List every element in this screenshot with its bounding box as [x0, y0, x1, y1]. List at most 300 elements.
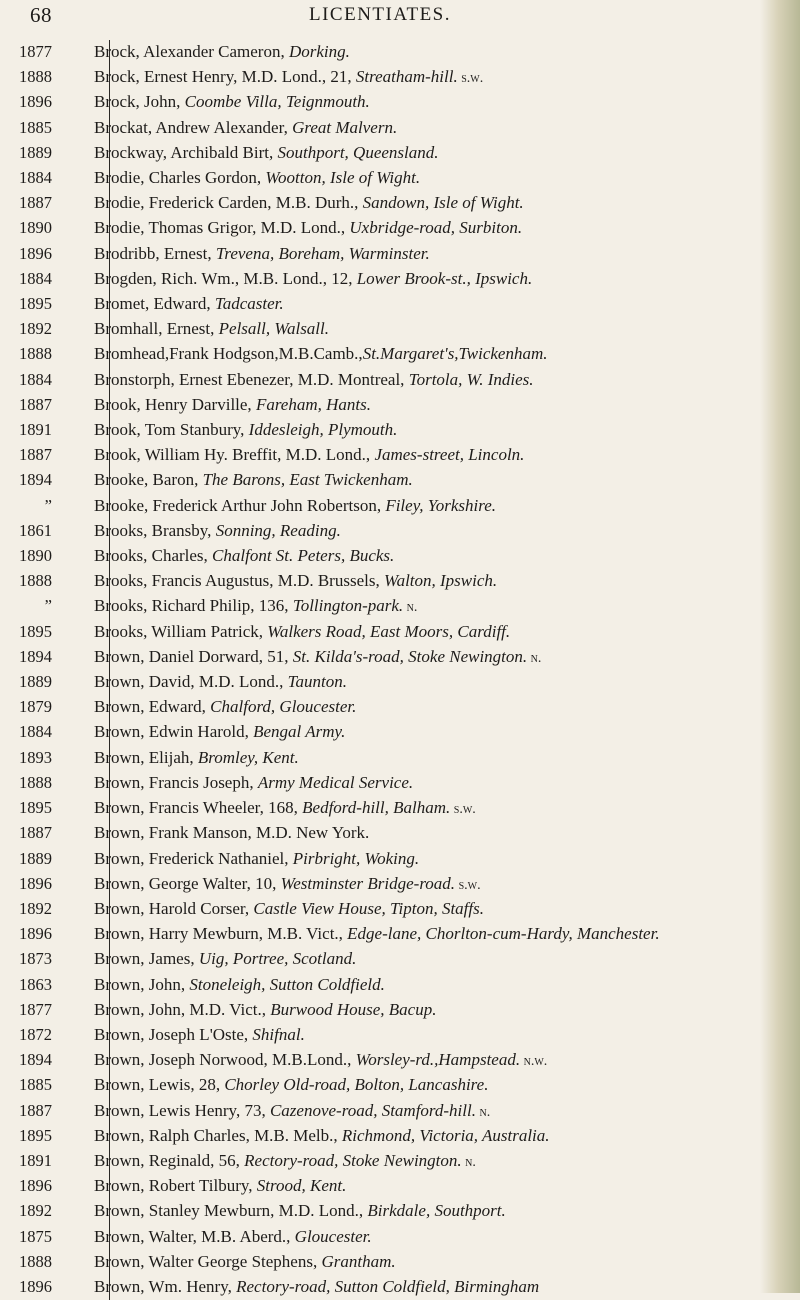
- entry-text: [82, 1174, 780, 1199]
- entry-year: 1894: [19, 470, 52, 490]
- list-item: [0, 65, 780, 90]
- entry-year: 1884: [19, 369, 52, 389]
- entry-text: [82, 393, 780, 418]
- list-item: [0, 317, 780, 342]
- entry-text: [82, 216, 780, 241]
- entry-address: Streatham-hill.: [355, 67, 458, 87]
- column-rule: [109, 594, 110, 619]
- entry-address: St.Margaret's,Twickenham.: [362, 344, 548, 364]
- entry-name: Brown, Walter George Stephens,: [94, 1251, 322, 1271]
- list-item: [0, 594, 780, 619]
- column-rule: [109, 1073, 110, 1098]
- column-rule: [109, 191, 110, 216]
- entry-address: Grantham.: [321, 1251, 396, 1271]
- list-item: [0, 1149, 780, 1174]
- entry-name: Brodie, Thomas Grigor, M.D. Lond.,: [94, 218, 350, 238]
- entry-year: 1891: [19, 420, 52, 440]
- entry-name: Bromhall, Ernest,: [94, 319, 219, 339]
- entry-name: Brown, Frank Manson, M.D. New York.: [94, 823, 370, 843]
- entry-year: 1885: [19, 1075, 52, 1095]
- entry-year: ”: [44, 596, 52, 616]
- column-rule: [109, 695, 110, 720]
- entry-district: n.: [461, 1154, 476, 1170]
- entry-year: 1873: [19, 949, 52, 969]
- column-rule: [109, 569, 110, 594]
- entry-name: Brock, Ernest Henry, M.D. Lond., 21,: [94, 67, 356, 87]
- entry-year: 1888: [19, 67, 52, 87]
- entry-address: Tortola, W. Indies.: [408, 369, 534, 389]
- entry-district: n.: [527, 650, 542, 666]
- entry-text: [82, 1048, 780, 1073]
- entry-year: 1892: [19, 898, 52, 918]
- entry-year: 1890: [19, 546, 52, 566]
- entry-text: [82, 746, 780, 771]
- entry-year: 1884: [19, 168, 52, 188]
- entry-text: [82, 872, 780, 897]
- entry-year: 1887: [19, 394, 52, 414]
- entry-address: Iddesleigh, Plymouth.: [248, 420, 398, 440]
- list-item: [0, 342, 780, 367]
- entry-name: Brooks, Richard Philip, 136,: [94, 596, 293, 616]
- entry-text: [82, 242, 780, 267]
- entry-name: Bronstorph, Ernest Ebenezer, M.D. Montreal,: [94, 369, 409, 389]
- entry-name: Brodie, Charles Gordon,: [94, 168, 266, 188]
- list-item: [0, 141, 780, 166]
- column-rule: [109, 947, 110, 972]
- entry-year: 1875: [19, 1226, 52, 1246]
- list-item: [0, 443, 780, 468]
- entry-text: [82, 847, 780, 872]
- list-item: [0, 393, 780, 418]
- entry-address: Richmond, Victoria, Australia.: [341, 1125, 550, 1145]
- entry-year: 1896: [19, 92, 52, 112]
- entry-text: [82, 1149, 780, 1174]
- entry-year: 1896: [19, 1176, 52, 1196]
- list-item: [0, 1225, 780, 1250]
- column-rule: [109, 494, 110, 519]
- entry-name: Brown, Lewis Henry, 73,: [94, 1100, 270, 1120]
- entry-text: [82, 116, 780, 141]
- entry-year: 1887: [19, 1100, 52, 1120]
- list-item: [0, 242, 780, 267]
- column-rule: [109, 897, 110, 922]
- entry-district: n.: [475, 1104, 491, 1120]
- column-rule: [109, 998, 110, 1023]
- entry-district: s.w.: [450, 802, 476, 818]
- entry-text: [82, 947, 780, 972]
- entry-year: 1887: [19, 193, 52, 213]
- entry-text: [82, 1073, 780, 1098]
- list-item: [0, 569, 780, 594]
- list-item: [0, 620, 780, 645]
- column-rule: [109, 90, 110, 115]
- list-item: [0, 90, 780, 115]
- entry-address: Uig, Portree, Scotland.: [198, 949, 357, 969]
- entry-address: Walkers Road, East Moors, Cardiff.: [267, 621, 511, 641]
- entry-text: [82, 1250, 780, 1275]
- column-rule: [109, 216, 110, 241]
- entry-address: Pelsall, Walsall.: [218, 319, 330, 339]
- list-item: [0, 821, 780, 846]
- entry-text: [82, 821, 780, 846]
- page-number: 68: [30, 3, 52, 27]
- list-item: [0, 998, 780, 1023]
- entry-year: 1879: [19, 697, 52, 717]
- entry-text: [82, 544, 780, 569]
- entry-name: Brown, James,: [94, 949, 199, 969]
- entry-address: Wootton, Isle of Wight.: [265, 168, 421, 188]
- entry-name: Brown, Francis Wheeler, 168,: [94, 798, 303, 818]
- entry-address: Westminster Bridge-road.: [280, 873, 456, 893]
- list-item: [0, 40, 780, 65]
- entry-year: 1896: [19, 924, 52, 944]
- entry-district: s.w.: [457, 71, 484, 87]
- entry-address: Southport, Queensland.: [277, 142, 439, 162]
- column-rule: [109, 620, 110, 645]
- entry-address: Chalfont St. Peters, Bucks.: [212, 546, 395, 566]
- entry-text: [82, 292, 780, 317]
- entry-text: [82, 594, 780, 619]
- entry-name: Brook, William Hy. Breffit, M.D. Lond.,: [94, 445, 375, 465]
- list-item: [0, 116, 780, 141]
- entry-year: 1889: [19, 672, 52, 692]
- list-item: [0, 1124, 780, 1149]
- entry-year: 1896: [19, 873, 52, 893]
- entry-name: Brown, Frederick Nathaniel,: [94, 848, 293, 868]
- entry-text: [82, 267, 780, 292]
- entry-name: Brown, Ralph Charles, M.B. Melb.,: [94, 1125, 342, 1145]
- entry-name: Brodie, Frederick Carden, M.B. Durh.,: [94, 193, 363, 213]
- entry-year: 1892: [19, 1201, 52, 1221]
- column-rule: [109, 166, 110, 191]
- entry-address: Strood, Kent.: [256, 1176, 347, 1196]
- entry-address: Taunton.: [287, 672, 347, 692]
- entry-name: Brown, John,: [94, 974, 190, 994]
- entry-address: Army Medical Service.: [257, 772, 414, 792]
- entry-year: 1895: [19, 621, 52, 641]
- list-item: [0, 872, 780, 897]
- licentiate-list: [0, 40, 780, 1300]
- entry-text: [82, 40, 780, 65]
- entry-year: 1888: [19, 1251, 52, 1271]
- list-item: [0, 847, 780, 872]
- entry-address: Lower Brook-st., Ipswich.: [356, 268, 533, 288]
- list-item: [0, 796, 780, 821]
- entry-name: Brown, Francis Joseph,: [94, 772, 258, 792]
- entry-text: [82, 670, 780, 695]
- entry-year: 1889: [19, 848, 52, 868]
- entry-year: ”: [44, 495, 52, 515]
- list-item: [0, 267, 780, 292]
- entry-name: Brown, Stanley Mewburn, M.D. Lond.,: [94, 1201, 368, 1221]
- entry-text: [82, 620, 780, 645]
- entry-address: Filey, Yorkshire.: [385, 495, 496, 515]
- entry-text: [82, 973, 780, 998]
- entry-year: 1877: [19, 42, 52, 61]
- entry-year: 1888: [19, 344, 52, 364]
- entry-year: 1887: [19, 445, 52, 465]
- entry-year: 1861: [19, 520, 52, 540]
- list-item: [0, 746, 780, 771]
- entry-name: Bromhead,Frank Hodgson,M.B.Camb.,: [94, 344, 363, 364]
- list-item: [0, 1023, 780, 1048]
- column-rule: [109, 468, 110, 493]
- column-rule: [109, 116, 110, 141]
- entry-address: Castle View House, Tipton, Staffs.: [253, 898, 484, 918]
- column-rule: [109, 393, 110, 418]
- entry-text: [82, 796, 780, 821]
- entry-name: Brockway, Archibald Birt,: [94, 142, 278, 162]
- entry-address: Tadcaster.: [214, 294, 284, 314]
- entry-name: Brown, David, M.D. Lond.,: [94, 672, 288, 692]
- list-item: [0, 1199, 780, 1224]
- entry-year: 1889: [19, 142, 52, 162]
- entry-name: Brockat, Andrew Alexander,: [94, 117, 293, 137]
- list-item: [0, 1073, 780, 1098]
- list-item: [0, 519, 780, 544]
- entry-name: Brown, Wm. Henry,: [94, 1276, 237, 1296]
- entry-text: [82, 166, 780, 191]
- entry-text: [82, 519, 780, 544]
- column-rule: [109, 771, 110, 796]
- list-item: [0, 494, 780, 519]
- list-item: [0, 1174, 780, 1199]
- entry-name: Brock, John,: [94, 92, 185, 112]
- entry-year: 1896: [19, 243, 52, 263]
- entry-address: Dorking.: [288, 42, 350, 61]
- list-item: [0, 368, 780, 393]
- entry-district: n.: [403, 600, 418, 616]
- column-rule: [109, 519, 110, 544]
- entry-year: 1877: [19, 999, 52, 1019]
- entry-text: [82, 1275, 780, 1300]
- entry-year: 1863: [19, 974, 52, 994]
- entry-year: 1884: [19, 722, 52, 742]
- list-item: [0, 418, 780, 443]
- entry-address: Rectory-road, Sutton Coldfield, Birmingham: [236, 1276, 540, 1296]
- entry-name: Brooke, Frederick Arthur John Robertson,: [94, 495, 386, 515]
- entry-name: Brock, Alexander Cameron,: [94, 42, 289, 61]
- entry-year: 1890: [19, 218, 52, 238]
- entry-year: 1884: [19, 268, 52, 288]
- column-rule: [109, 645, 110, 670]
- entry-text: [82, 1199, 780, 1224]
- entry-name: Brown, Reginald, 56,: [94, 1150, 245, 1170]
- column-rule: [109, 65, 110, 90]
- entry-text: [82, 720, 780, 745]
- entry-text: [82, 191, 780, 216]
- entry-text: [82, 368, 780, 393]
- entry-address: Sonning, Reading.: [215, 520, 341, 540]
- column-rule: [109, 1174, 110, 1199]
- entry-text: [82, 494, 780, 519]
- column-rule: [109, 368, 110, 393]
- list-item: [0, 645, 780, 670]
- column-rule: [109, 670, 110, 695]
- list-item: [0, 292, 780, 317]
- column-rule: [109, 443, 110, 468]
- running-head: LICENTIATES.: [308, 4, 451, 25]
- entry-address: Bengal Army.: [253, 722, 346, 742]
- list-item: [0, 947, 780, 972]
- entry-address: St. Kilda's-road, Stoke Newington.: [292, 646, 528, 666]
- entry-text: [82, 922, 780, 947]
- entry-name: Brooks, William Patrick,: [94, 621, 268, 641]
- column-rule: [109, 1023, 110, 1048]
- entry-address: Walton, Ipswich.: [383, 571, 498, 591]
- list-item: [0, 191, 780, 216]
- entry-name: Brook, Tom Stanbury,: [94, 420, 249, 440]
- list-item: [0, 1048, 780, 1073]
- column-rule: [109, 720, 110, 745]
- column-rule: [109, 342, 110, 367]
- entry-name: Brown, Joseph Norwood, M.B.Lond.,: [94, 1050, 356, 1070]
- list-item: [0, 771, 780, 796]
- entry-text: [82, 1225, 780, 1250]
- list-item: [0, 670, 780, 695]
- column-rule: [109, 1099, 110, 1124]
- entry-address: Burwood House, Bacup.: [270, 999, 437, 1019]
- entry-address: Coombe Villa, Teignmouth.: [184, 92, 370, 112]
- entry-year: 1895: [19, 798, 52, 818]
- column-rule: [109, 821, 110, 846]
- entry-name: Brooks, Bransby,: [94, 520, 216, 540]
- column-rule: [109, 796, 110, 821]
- entry-address: Chorley Old-road, Bolton, Lancashire.: [224, 1075, 489, 1095]
- entry-year: 1885: [19, 117, 52, 137]
- entry-name: Brooks, Charles,: [94, 546, 213, 566]
- column-rule: [109, 847, 110, 872]
- list-item: [0, 1099, 780, 1124]
- column-rule: [109, 292, 110, 317]
- entry-address: James-street, Lincoln.: [374, 445, 525, 465]
- entry-address: Bedford-hill, Balham.: [302, 798, 451, 818]
- entry-address: Fareham, Hants.: [255, 394, 371, 414]
- entry-text: [82, 569, 780, 594]
- list-item: [0, 216, 780, 241]
- entry-name: Brown, George Walter, 10,: [94, 873, 281, 893]
- entry-address: Cazenove-road, Stamford-hill.: [269, 1100, 476, 1120]
- entry-address: Bromley, Kent.: [197, 747, 299, 767]
- column-rule: [109, 1199, 110, 1224]
- entry-text: [82, 645, 780, 670]
- column-rule: [109, 418, 110, 443]
- column-rule: [109, 40, 110, 65]
- entry-text: [82, 342, 780, 367]
- column-rule: [109, 141, 110, 166]
- entry-year: 1895: [19, 294, 52, 314]
- entry-district: s.w.: [455, 877, 481, 893]
- entry-text: [82, 1124, 780, 1149]
- entry-name: Brown, John, M.D. Vict.,: [94, 999, 271, 1019]
- entry-year: 1892: [19, 319, 52, 339]
- entry-year: 1888: [19, 772, 52, 792]
- column-rule: [109, 746, 110, 771]
- list-item: [0, 166, 780, 191]
- entry-name: Brown, Robert Tilbury,: [94, 1176, 257, 1196]
- entry-district: n.w.: [520, 1054, 548, 1070]
- entry-address: Shifnal.: [252, 1024, 305, 1044]
- entry-address: Uxbridge-road, Surbiton.: [349, 218, 523, 238]
- entry-address: Edge-lane, Chorlton-cum-Hardy, Manchester.: [347, 924, 660, 944]
- entry-name: Brogden, Rich. Wm., M.B. Lond., 12,: [94, 268, 357, 288]
- entry-text: [82, 90, 780, 115]
- list-item: [0, 695, 780, 720]
- entry-name: Brown, Elijah,: [94, 747, 198, 767]
- entry-text: [82, 141, 780, 166]
- column-rule: [109, 1225, 110, 1250]
- entry-name: Brown, Joseph L'Oste,: [94, 1024, 253, 1044]
- list-item: [0, 1275, 780, 1300]
- entry-year: 1894: [19, 1050, 52, 1070]
- entry-name: Brook, Henry Darville,: [94, 394, 256, 414]
- entry-name: Brown, Daniel Dorward, 51,: [94, 646, 293, 666]
- entry-address: Pirbright, Woking.: [292, 848, 420, 868]
- entry-text: [82, 998, 780, 1023]
- entry-text: [82, 1023, 780, 1048]
- entry-address: Great Malvern.: [292, 117, 398, 137]
- column-rule: [109, 267, 110, 292]
- entry-address: Worsley-rd.,Hampstead.: [355, 1050, 521, 1070]
- list-item: [0, 468, 780, 493]
- entry-name: Bromet, Edward,: [94, 294, 215, 314]
- entry-name: Brown, Edward,: [94, 697, 211, 717]
- entry-name: Brodribb, Ernest,: [94, 243, 216, 263]
- entry-text: [82, 317, 780, 342]
- entry-text: [82, 65, 780, 90]
- list-item: [0, 720, 780, 745]
- column-rule: [109, 1275, 110, 1300]
- column-rule: [109, 1149, 110, 1174]
- entry-name: Brooks, Francis Augustus, M.D. Brussels,: [94, 571, 384, 591]
- list-item: [0, 973, 780, 998]
- entry-text: [82, 695, 780, 720]
- entry-address: The Barons, East Twickenham.: [202, 470, 413, 490]
- entry-text: [82, 897, 780, 922]
- entry-year: 1895: [19, 1125, 52, 1145]
- entry-text: [82, 1099, 780, 1124]
- column-rule: [109, 544, 110, 569]
- column-rule: [109, 1048, 110, 1073]
- entry-text: [82, 468, 780, 493]
- list-item: [0, 1250, 780, 1275]
- entry-text: [82, 771, 780, 796]
- entry-text: [82, 418, 780, 443]
- entry-year: 1888: [19, 571, 52, 591]
- column-rule: [109, 242, 110, 267]
- entry-address: Rectory-road, Stoke Newington.: [244, 1150, 462, 1170]
- entry-address: Stoneleigh, Sutton Coldfield.: [189, 974, 385, 994]
- entry-name: Brown, Lewis, 28,: [94, 1075, 225, 1095]
- column-rule: [109, 973, 110, 998]
- column-rule: [109, 1124, 110, 1149]
- column-rule: [109, 922, 110, 947]
- entry-name: Brown, Harry Mewburn, M.B. Vict.,: [94, 924, 348, 944]
- list-item: [0, 544, 780, 569]
- entry-address: Trevena, Boreham, Warminster.: [215, 243, 430, 263]
- entry-year: 1872: [19, 1024, 52, 1044]
- entry-year: 1887: [19, 823, 52, 843]
- entry-address: Tollington-park.: [292, 596, 404, 616]
- entry-name: Brown, Walter, M.B. Aberd.,: [94, 1226, 295, 1246]
- list-item: [0, 897, 780, 922]
- entry-year: 1894: [19, 646, 52, 666]
- column-rule: [109, 872, 110, 897]
- entry-address: Birkdale, Southport.: [367, 1201, 506, 1221]
- entry-name: Brown, Harold Corser,: [94, 898, 254, 918]
- entry-address: Chalford, Gloucester.: [210, 697, 357, 717]
- entry-text: [82, 443, 780, 468]
